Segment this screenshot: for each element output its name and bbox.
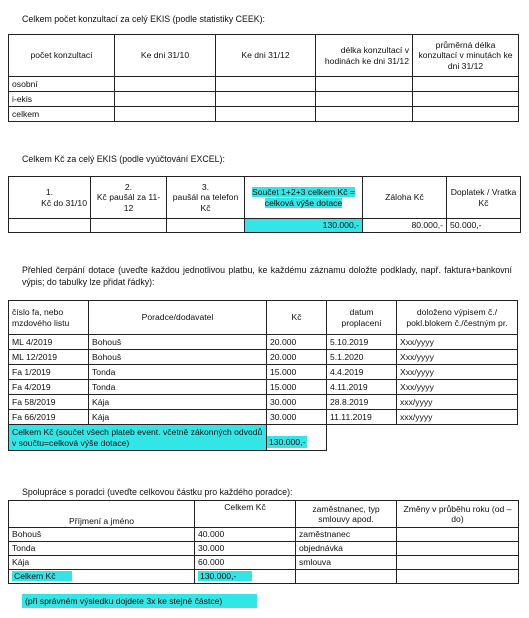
col-header: délka konzultací v hodinách ke dni 31/12	[316, 35, 413, 77]
table-cell[interactable]	[413, 77, 519, 92]
section4-heading: Spolupráce s poradci (uveďte celkovou částku pro každého poradce):	[22, 487, 293, 497]
table-row	[9, 335, 518, 350]
proof-cell[interactable]: Xxx/yyyy	[397, 365, 518, 380]
type-cell[interactable]: objednávka	[296, 542, 397, 556]
name-cell[interactable]: Kája	[9, 556, 195, 570]
table-header-row	[9, 301, 518, 335]
type-cell[interactable]: smlouva	[296, 556, 397, 570]
proof-cell[interactable]: xxx/yyyy	[397, 410, 518, 425]
row-label: osobní	[9, 77, 115, 92]
doc-cell[interactable]: Fa 66/2019	[9, 410, 89, 425]
table-row	[9, 350, 518, 365]
date-cell[interactable]: 5.1.2020	[327, 350, 397, 365]
empty-cell	[397, 570, 519, 584]
doc-cell[interactable]: Fa 4/2019	[9, 380, 89, 395]
col-header: Celkem Kč	[195, 501, 296, 528]
date-cell[interactable]: 28.8.2019	[327, 395, 397, 410]
table-row	[9, 542, 519, 556]
table-row	[9, 395, 518, 410]
funding-summary-table	[8, 176, 521, 233]
empty-cell	[397, 425, 518, 451]
table-cell[interactable]	[115, 92, 216, 107]
empty-cell	[327, 425, 397, 451]
table-cell[interactable]	[115, 107, 216, 122]
col-number: 2.	[124, 181, 133, 192]
table-header-row	[9, 177, 521, 219]
supplier-cell[interactable]: Kája	[89, 395, 267, 410]
proof-cell[interactable]: Xxx/yyyy	[397, 335, 518, 350]
table-row	[9, 219, 521, 233]
date-cell[interactable]: 4.4.2019	[327, 365, 397, 380]
advance-cell[interactable]: 80.000,-	[363, 219, 447, 233]
empty-cell	[296, 570, 397, 584]
total-label: Celkem Kč (součet všech plateb event. včetně zákonných odvodů v součtu=celková výše dotace)	[9, 425, 267, 451]
table-row	[9, 528, 519, 542]
proof-cell[interactable]: Xxx/yyyy	[397, 350, 518, 365]
advisors-table	[8, 500, 519, 584]
total-value: 130.000,-	[269, 436, 306, 447]
date-cell[interactable]: 5.10.2019	[327, 335, 397, 350]
col-header: počet konzultací	[9, 35, 115, 77]
col-header: Ke dni 31/12	[216, 35, 316, 77]
table-row	[9, 107, 519, 122]
doc-cell[interactable]: Fa 1/2019	[9, 365, 89, 380]
amount-cell[interactable]: 30.000	[267, 395, 327, 410]
table-cell[interactable]	[413, 92, 519, 107]
supplier-cell[interactable]: Kája	[89, 410, 267, 425]
table-row	[9, 380, 518, 395]
table-cell[interactable]	[167, 219, 245, 233]
total-cell[interactable]	[195, 570, 296, 584]
table-cell[interactable]	[316, 77, 413, 92]
col-header: Ke dni 31/10	[115, 35, 216, 77]
changes-cell[interactable]	[397, 542, 519, 556]
table-row	[9, 77, 519, 92]
col-header: číslo fa, nebo mzdového listu	[9, 301, 89, 335]
col-number: 1.	[45, 187, 54, 197]
proof-cell[interactable]: Xxx/yyyy	[397, 380, 518, 395]
col-header: Změny v průběhu roku (od – do)	[397, 501, 519, 528]
col-header: Doplatek / Vratka Kč	[447, 177, 521, 219]
col-header: Poradce/dodavatel	[89, 301, 267, 335]
supplier-cell[interactable]: Tonda	[89, 380, 267, 395]
col-header: zaměstnanec, typ smlouvy apod.	[296, 501, 397, 528]
col-label: paušál na telefon Kč	[172, 192, 239, 213]
total-label: Celkem Kč	[12, 571, 72, 581]
col-header: průměrná délka konzultací v minutách ke dni 31/12	[413, 35, 519, 77]
table-header-row	[9, 501, 519, 528]
table-cell[interactable]	[316, 92, 413, 107]
amount-cell[interactable]: 30.000	[195, 542, 296, 556]
col-header	[245, 177, 363, 219]
highlighted-label: Součet 1+2+3 celkem Kč = celková výše dotace	[252, 187, 355, 208]
section2-heading: Celkem Kč za celý EKIS (podle vyúčtování EXCEL):	[22, 154, 225, 164]
balance-cell[interactable]: 50.000,-	[447, 219, 521, 233]
total-label-cell	[9, 570, 195, 584]
table-cell[interactable]	[216, 92, 316, 107]
supplier-cell[interactable]: Bohouš	[89, 350, 267, 365]
table-cell[interactable]	[216, 107, 316, 122]
col-header: Kč	[267, 301, 327, 335]
total-row	[9, 570, 519, 584]
col-header	[167, 177, 245, 219]
section3-heading: Přehled čerpání dotace (uveďte každou jednotlivou platbu, ke každému záznamu doložte podklady, např. faktura+bankovní výpis; do tabulky lze přidat řádky):	[22, 265, 512, 287]
table-row	[9, 556, 519, 570]
doc-cell[interactable]: ML 4/2019	[9, 335, 89, 350]
amount-cell[interactable]: 15.000	[267, 380, 327, 395]
col-label: Kč paušál za 11-12	[96, 192, 161, 213]
row-label: i-ekis	[9, 92, 115, 107]
table-cell[interactable]	[9, 219, 91, 233]
col-header	[91, 177, 167, 219]
amount-cell[interactable]: 60.000	[195, 556, 296, 570]
date-cell[interactable]: 11.11.2019	[327, 410, 397, 425]
supplier-cell[interactable]: Bohouš	[89, 335, 267, 350]
col-label: Kč do 31/10	[41, 197, 87, 208]
col-header: doloženo výpisem č./ pokl.blokem č./čestným pr.	[397, 301, 518, 335]
date-cell[interactable]: 4.11.2019	[327, 380, 397, 395]
col-header: datum proplacení	[327, 301, 397, 335]
name-cell[interactable]: Bohouš	[9, 528, 195, 542]
table-cell[interactable]	[115, 77, 216, 92]
section1-heading: Celkem počet konzultací za celý EKIS (podle statistiky CEEK):	[22, 14, 265, 24]
col-header: Záloha Kč	[363, 177, 447, 219]
type-cell[interactable]: zaměstnanec	[296, 528, 397, 542]
table-cell[interactable]	[413, 107, 519, 122]
table-header-row	[9, 35, 519, 77]
total-row	[9, 425, 518, 451]
total-value: 130.000,-	[198, 571, 252, 581]
doc-cell[interactable]: ML 12/2019	[9, 350, 89, 365]
proof-cell[interactable]: xxx/yyyy	[397, 395, 518, 410]
amount-cell[interactable]: 20.000	[267, 335, 327, 350]
supplier-cell[interactable]: Tonda	[89, 365, 267, 380]
row-label: celkem	[9, 107, 115, 122]
changes-cell[interactable]	[397, 528, 519, 542]
amount-cell[interactable]: 20.000	[267, 350, 327, 365]
name-cell[interactable]: Tonda	[9, 542, 195, 556]
verification-note: (při správném výsledku dojdete 3x ke stejné částce)	[22, 594, 257, 608]
table-row	[9, 365, 518, 380]
total-cell[interactable]	[267, 425, 327, 451]
table-cell[interactable]	[91, 219, 167, 233]
amount-cell[interactable]: 30.000	[267, 410, 327, 425]
changes-cell[interactable]	[397, 556, 519, 570]
amount-cell[interactable]: 15.000	[267, 365, 327, 380]
col-header	[9, 177, 91, 219]
spending-table	[8, 300, 518, 451]
col-header: Příjmení a jméno	[9, 501, 195, 528]
table-row	[9, 410, 518, 425]
table-cell[interactable]	[216, 77, 316, 92]
col-number: 3.	[201, 181, 210, 192]
total-cell[interactable]: 130.000,-	[245, 219, 363, 233]
doc-cell[interactable]: Fa 58/2019	[9, 395, 89, 410]
consultations-table	[8, 34, 519, 122]
table-cell[interactable]	[316, 107, 413, 122]
table-row	[9, 92, 519, 107]
amount-cell[interactable]: 40.000	[195, 528, 296, 542]
